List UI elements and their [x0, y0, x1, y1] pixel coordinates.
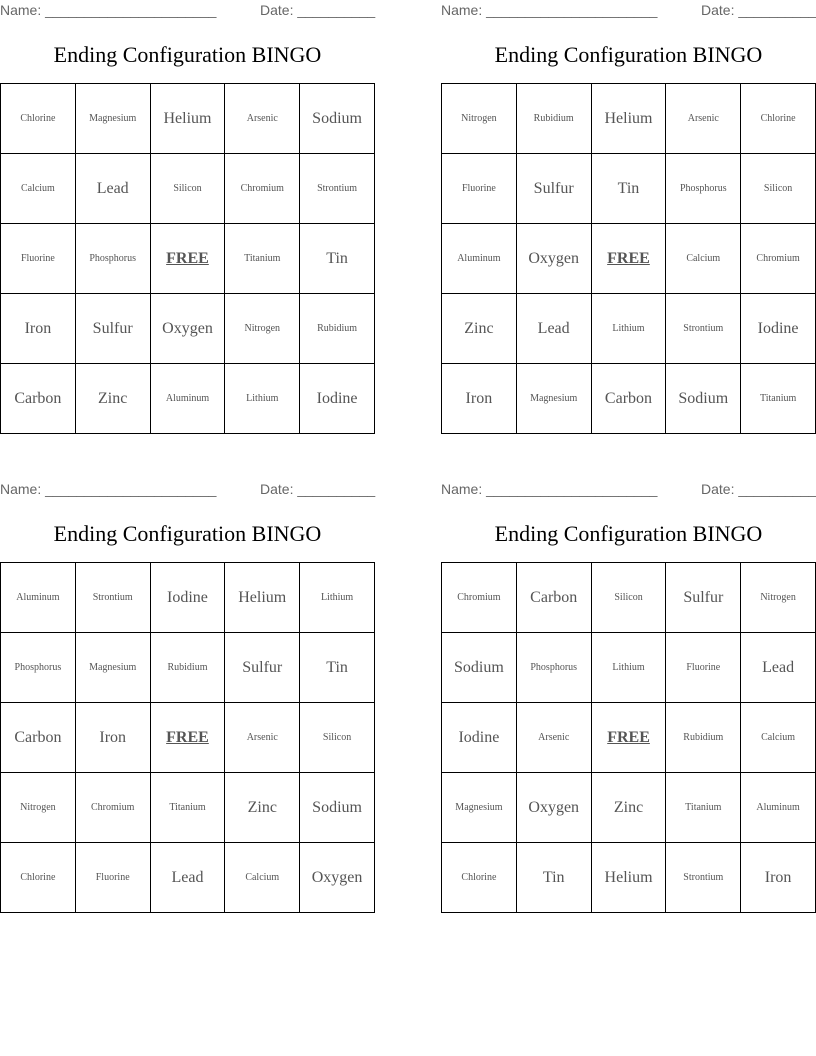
card-header	[441, 481, 816, 499]
free-space-cell: FREE	[591, 224, 666, 294]
bingo-card-2	[441, 0, 816, 434]
bingo-cell: Chromium	[225, 154, 300, 224]
bingo-cell: Lithium	[591, 633, 666, 703]
bingo-grid	[0, 562, 375, 913]
bingo-row	[1, 154, 375, 224]
bingo-cell: Fluorine	[666, 633, 741, 703]
bingo-cell: Aluminum	[741, 773, 816, 843]
bingo-cell: Oxygen	[516, 224, 591, 294]
name-field-label: Name: ______________________	[0, 2, 217, 18]
date-field-label: Date: __________	[260, 481, 376, 497]
bingo-cell: Phosphorus	[75, 224, 150, 294]
bingo-cell: Sodium	[442, 633, 517, 703]
bingo-cell: Magnesium	[516, 364, 591, 434]
card-header	[441, 2, 816, 20]
bingo-row	[442, 224, 816, 294]
bingo-cell: Calcium	[666, 224, 741, 294]
bingo-row	[1, 773, 375, 843]
bingo-cell: Silicon	[591, 563, 666, 633]
bingo-cell: Aluminum	[1, 563, 76, 633]
bingo-cell: Strontium	[666, 294, 741, 364]
bingo-cell: Helium	[591, 843, 666, 913]
bingo-row	[442, 294, 816, 364]
bingo-row	[1, 84, 375, 154]
bingo-cell: Silicon	[150, 154, 225, 224]
bingo-cell: Nitrogen	[741, 563, 816, 633]
bingo-cell: Oxygen	[300, 843, 375, 913]
bingo-cell: Silicon	[741, 154, 816, 224]
bingo-cell: Lead	[150, 843, 225, 913]
bingo-row	[1, 843, 375, 913]
bingo-grid	[441, 83, 816, 434]
name-field-label: Name: ______________________	[441, 481, 658, 497]
bingo-cell: Sodium	[666, 364, 741, 434]
bingo-cell: Iodine	[150, 563, 225, 633]
bingo-cell: Calcium	[225, 843, 300, 913]
bingo-row	[1, 364, 375, 434]
bingo-row	[1, 633, 375, 703]
bingo-cell: Silicon	[300, 703, 375, 773]
date-field-label: Date: __________	[701, 481, 816, 497]
bingo-cell: Strontium	[75, 563, 150, 633]
bingo-cell: Titanium	[150, 773, 225, 843]
bingo-cell: Rubidium	[150, 633, 225, 703]
card-title: Ending Configuration BINGO	[494, 521, 763, 546]
bingo-cell: Iron	[1, 294, 76, 364]
bingo-cell: Fluorine	[1, 224, 76, 294]
bingo-cell: Oxygen	[516, 773, 591, 843]
bingo-cell: Iodine	[741, 294, 816, 364]
bingo-cell: Lithium	[591, 294, 666, 364]
bingo-card-4	[441, 479, 816, 913]
bingo-cell: Iodine	[300, 364, 375, 434]
card-header	[0, 481, 375, 499]
bingo-cell: Calcium	[741, 703, 816, 773]
card-title: Ending Configuration BINGO	[53, 521, 322, 546]
bingo-cell: Carbon	[1, 364, 76, 434]
bingo-cell: Lead	[75, 154, 150, 224]
bingo-cell: Iron	[75, 703, 150, 773]
free-space-cell: FREE	[150, 224, 225, 294]
bingo-cell: Tin	[516, 843, 591, 913]
bingo-cell: Sulfur	[666, 563, 741, 633]
bingo-row	[442, 364, 816, 434]
bingo-cell: Zinc	[225, 773, 300, 843]
bingo-cell: Fluorine	[75, 843, 150, 913]
bingo-cell: Rubidium	[666, 703, 741, 773]
date-field-label: Date: __________	[701, 2, 816, 18]
bingo-row	[1, 703, 375, 773]
bingo-row	[442, 843, 816, 913]
bingo-cell: Chlorine	[741, 84, 816, 154]
bingo-cell: Sulfur	[75, 294, 150, 364]
bingo-cell: Sulfur	[225, 633, 300, 703]
name-field-label: Name: ______________________	[441, 2, 658, 18]
bingo-grid	[0, 83, 375, 434]
bingo-row	[442, 563, 816, 633]
free-space-cell: FREE	[591, 703, 666, 773]
bingo-cell: Aluminum	[442, 224, 517, 294]
bingo-cell: Phosphorus	[1, 633, 76, 703]
bingo-card-1	[0, 0, 375, 434]
name-field-label: Name: ______________________	[0, 481, 217, 497]
bingo-cell: Chromium	[741, 224, 816, 294]
bingo-cell: Lead	[516, 294, 591, 364]
bingo-cell: Phosphorus	[516, 633, 591, 703]
bingo-cell: Chlorine	[1, 84, 76, 154]
bingo-cell: Sodium	[300, 84, 375, 154]
bingo-cell: Helium	[150, 84, 225, 154]
bingo-cell: Zinc	[442, 294, 517, 364]
bingo-cell: Helium	[591, 84, 666, 154]
bingo-row	[442, 633, 816, 703]
bingo-cell: Zinc	[591, 773, 666, 843]
bingo-cell: Chromium	[75, 773, 150, 843]
bingo-cell: Iodine	[442, 703, 517, 773]
bingo-cell: Tin	[300, 633, 375, 703]
card-title: Ending Configuration BINGO	[494, 42, 763, 67]
bingo-row	[442, 84, 816, 154]
bingo-cell: Carbon	[1, 703, 76, 773]
bingo-grid	[441, 562, 816, 913]
bingo-row	[442, 773, 816, 843]
bingo-cell: Arsenic	[666, 84, 741, 154]
bingo-cell: Magnesium	[75, 84, 150, 154]
bingo-row	[442, 703, 816, 773]
bingo-cell: Oxygen	[150, 294, 225, 364]
bingo-cell: Arsenic	[516, 703, 591, 773]
bingo-cell: Tin	[591, 154, 666, 224]
bingo-cell: Nitrogen	[1, 773, 76, 843]
bingo-cell: Iron	[741, 843, 816, 913]
free-space-cell: FREE	[150, 703, 225, 773]
bingo-row	[442, 154, 816, 224]
bingo-cell: Calcium	[1, 154, 76, 224]
bingo-card-3	[0, 479, 375, 913]
bingo-row	[1, 294, 375, 364]
bingo-cell: Lead	[741, 633, 816, 703]
bingo-cell: Tin	[300, 224, 375, 294]
bingo-row	[1, 224, 375, 294]
bingo-cell: Magnesium	[442, 773, 517, 843]
bingo-cell: Sodium	[300, 773, 375, 843]
bingo-cell: Chlorine	[442, 843, 517, 913]
bingo-cell: Fluorine	[442, 154, 517, 224]
bingo-cell: Iron	[442, 364, 517, 434]
bingo-cell: Magnesium	[75, 633, 150, 703]
bingo-cell: Carbon	[591, 364, 666, 434]
bingo-cell: Titanium	[225, 224, 300, 294]
bingo-cell: Zinc	[75, 364, 150, 434]
bingo-cell: Nitrogen	[442, 84, 517, 154]
bingo-cell: Phosphorus	[666, 154, 741, 224]
bingo-cell: Lithium	[300, 563, 375, 633]
bingo-row	[1, 563, 375, 633]
bingo-cell: Nitrogen	[225, 294, 300, 364]
bingo-cell: Lithium	[225, 364, 300, 434]
bingo-cell: Strontium	[300, 154, 375, 224]
bingo-cell: Arsenic	[225, 84, 300, 154]
card-header	[0, 2, 375, 20]
bingo-cell: Strontium	[666, 843, 741, 913]
card-title: Ending Configuration BINGO	[53, 42, 322, 67]
bingo-cell: Titanium	[666, 773, 741, 843]
bingo-cell: Arsenic	[225, 703, 300, 773]
bingo-cell: Chromium	[442, 563, 517, 633]
bingo-cell: Sulfur	[516, 154, 591, 224]
bingo-cell: Helium	[225, 563, 300, 633]
date-field-label: Date: __________	[260, 2, 376, 18]
bingo-cell: Rubidium	[516, 84, 591, 154]
bingo-cell: Aluminum	[150, 364, 225, 434]
bingo-cell: Rubidium	[300, 294, 375, 364]
bingo-cell: Carbon	[516, 563, 591, 633]
bingo-cell: Chlorine	[1, 843, 76, 913]
bingo-cell: Titanium	[741, 364, 816, 434]
